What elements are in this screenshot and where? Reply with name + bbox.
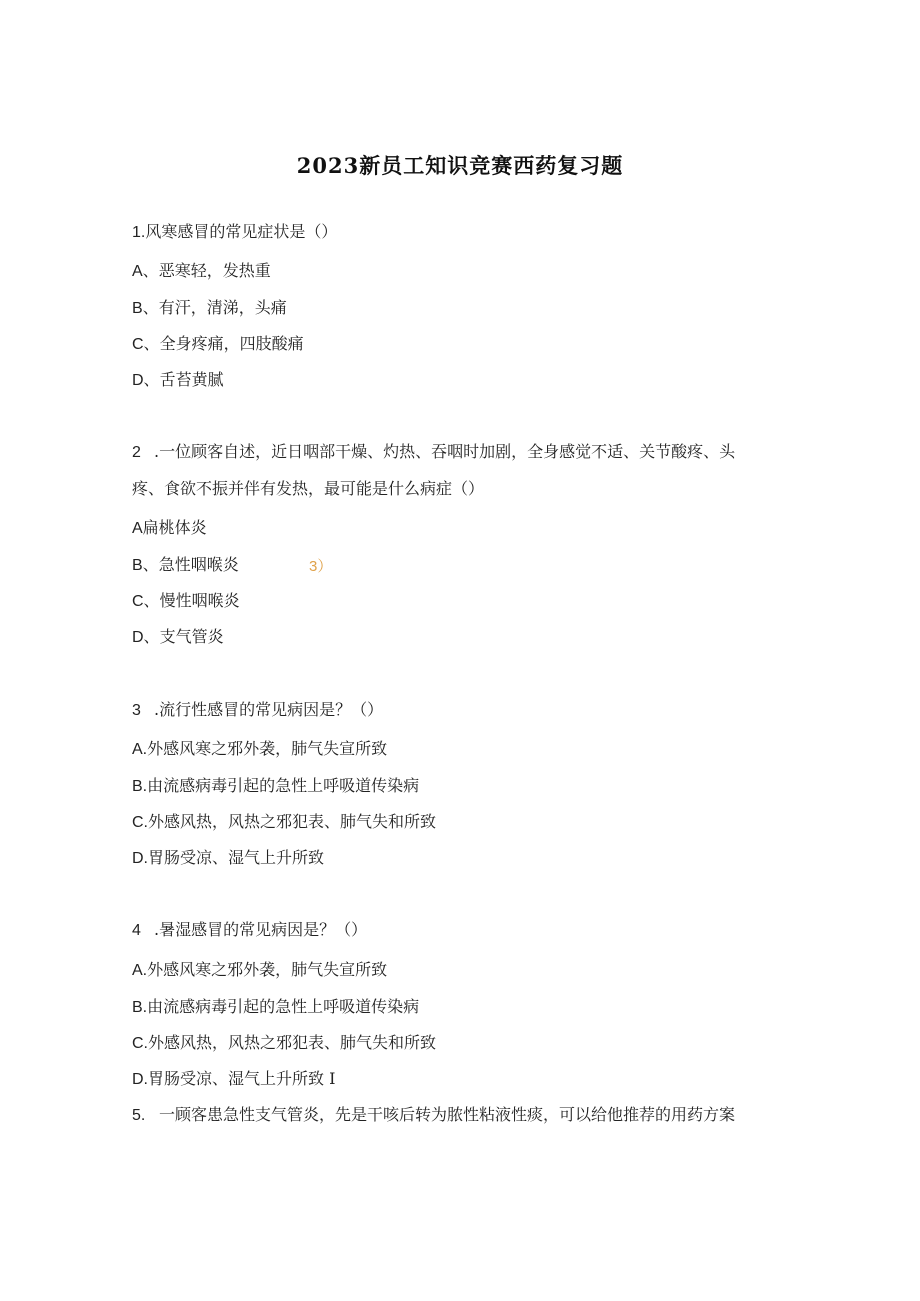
option-text: 有汗，清涕，头痛 (158, 298, 287, 317)
option-1a (132, 259, 271, 284)
question-1 (132, 220, 337, 245)
option-1c (132, 332, 304, 357)
question-number: 5. (132, 1107, 146, 1124)
option-letter: C. (132, 814, 148, 831)
question-number: 2 (132, 444, 141, 461)
option-letter: B、 (132, 300, 159, 317)
option-3d (132, 846, 324, 871)
question-4 (132, 918, 367, 943)
option-text: 胃肠受凉、湿气上升所致 I (148, 1069, 336, 1088)
question-text: 风寒感冒的常见症状是（） (145, 222, 338, 241)
option-letter: A. (132, 741, 148, 758)
option-text: 外感风寒之邪外袭，肺气失宣所致 (147, 739, 388, 758)
option-text: 由流感病毒引起的急性上呼吸道传染病 (147, 997, 420, 1016)
question-text: .暑湿感冒的常见病因是？（） (154, 920, 368, 939)
option-letter: C、 (132, 336, 160, 353)
option-text: 外感风热，风热之邪犯表、肺气失和所致 (148, 1033, 437, 1052)
option-text: 全身疼痛，四肢酸痛 (159, 334, 304, 353)
option-letter: D. (132, 850, 148, 867)
option-3a (132, 737, 387, 762)
question-number: 1. (132, 224, 146, 241)
option-letter: A (132, 520, 143, 537)
question-number: 4 (132, 922, 141, 939)
option-text: 慢性咽喉炎 (159, 591, 240, 610)
option-letter: D、 (132, 629, 160, 646)
question-5 (132, 1103, 735, 1128)
option-2b (132, 553, 239, 578)
option-3c (132, 810, 436, 835)
option-letter: C. (132, 1035, 148, 1052)
question-number: 3 (132, 702, 141, 719)
question-text-line2: 疼、食欲不振并伴有发热，最可能是什么病症（） (132, 479, 485, 498)
question-2-continued (132, 477, 484, 501)
option-text: 由流感病毒引起的急性上呼吸道传染病 (147, 776, 420, 795)
option-text: 外感风热，风热之邪犯表、肺气失和所致 (148, 812, 437, 831)
option-4c (132, 1031, 436, 1056)
option-text: 支气管炎 (159, 627, 224, 646)
question-2 (132, 440, 735, 465)
question-text-line1: .一位顾客自述，近日咽部干燥、灼热、吞咽时加剧，全身感觉不适、关节酸疼、头 (154, 442, 736, 461)
option-2d (132, 625, 224, 650)
page-title: 2023新员工知识竞赛西药复习题 (296, 153, 624, 178)
option-letter: B. (132, 999, 148, 1016)
question-text: 一顾客患急性支气管炎，先是干咳后转为脓性粘液性痰，可以给他推荐的用药方案 (159, 1105, 736, 1124)
option-letter: A. (132, 962, 148, 979)
margin-annotation: 3） (309, 558, 333, 575)
option-4d (132, 1067, 335, 1092)
option-text: 胃肠受凉、湿气上升所致 (148, 848, 325, 867)
option-text: 舌苔黄腻 (159, 370, 224, 389)
question-text: .流行性感冒的常见病因是？（） (154, 700, 384, 719)
option-letter: B、 (132, 557, 159, 574)
option-4b (132, 995, 419, 1020)
option-letter: B. (132, 778, 148, 795)
option-text: 扁桃体炎 (142, 518, 207, 537)
option-4a (132, 958, 387, 983)
option-text: 外感风寒之邪外袭，肺气失宣所致 (147, 960, 388, 979)
question-3 (132, 698, 383, 723)
option-letter: C、 (132, 593, 160, 610)
option-letter: A、 (132, 263, 159, 280)
option-letter: D、 (132, 372, 160, 389)
option-1d (132, 368, 224, 393)
option-text: 急性咽喉炎 (158, 555, 239, 574)
option-letter: D. (132, 1071, 148, 1088)
option-2a (132, 516, 207, 541)
option-2c (132, 589, 240, 614)
option-1b (132, 296, 287, 321)
option-3b (132, 774, 419, 799)
option-text: 恶寒轻，发热重 (158, 261, 271, 280)
